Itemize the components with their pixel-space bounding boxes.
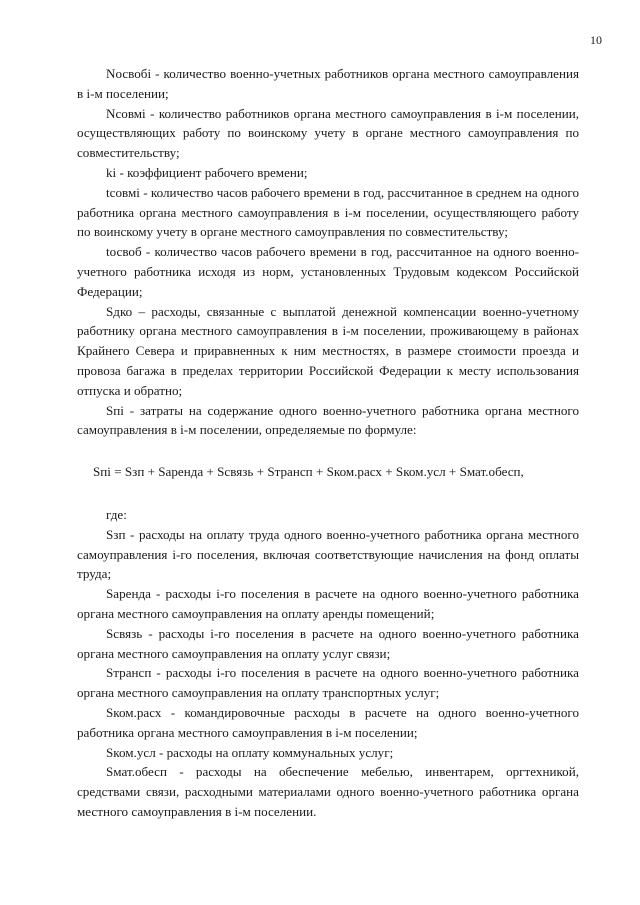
definition-s-svyaz: Sсвязь - расходы i-го поселения в расчете на одного военно-учетного работника органа местного самоуправления на оплату услуг связи; <box>77 625 579 661</box>
page-number: 10 <box>590 33 602 47</box>
definition-s-zp: Sзп - расходы на оплату труда одного военно-учетного работника органа местного самоуправления i-го поселения, включая соответствующие начисления на фонд оплаты труда; <box>77 526 579 582</box>
definition-ki: ki - коэффициент рабочего времени; <box>106 164 308 180</box>
definition-s-transp: Sтрансп - расходы i-го поселения в расчете на одного военно-учетного работника органа местного самоуправления на оплату транспортных услуг; <box>77 665 579 701</box>
definition-n-osvob: Nосвобі - количество военно-учетных работников органа местного самоуправления в i-м поселении; <box>77 66 579 101</box>
definition-t-sovm: tсовмі - количество часов рабочего времени в год, рассчитанное в среднем на одного работника органа местного самоуправления в i-м поселении, осуществляющего работу по воинскому учету в органе местного самоуправления по совместительству; <box>77 184 579 240</box>
definition-s-pi: Sпі - затраты на содержание одного военно-учетного работника органа местного самоуправления в i-м поселении, определяемые по формуле: <box>77 402 579 438</box>
definition-t-osvob: tосвоб - количество часов рабочего времени в год, рассчитанное на одного военно-учетного работника исходя из норм, установленных Трудовым кодексом Российской Федерации; <box>77 244 579 299</box>
definition-s-arenda: Sаренда - расходы i-го поселения в расчете на одного военно-учетного работника органа местного самоуправления на оплату аренды помещений; <box>77 586 579 621</box>
formula-s-pi: Sпі = Sзп + Sаренда + Sсвязь + Sтрансп + Sком.расх + Sком.усл + Sмат.обесп, <box>93 464 524 480</box>
definition-s-mat-obesp: Sмат.обесп - расходы на обеспечение мебелью, инвентарем, оргтехникой, средствами связи, расходными материалами одного военно-учетного работника органа местного самоуправления в i-м поселении. <box>77 764 579 819</box>
definition-s-kom-usl: Sком.усл - расходы на оплату коммунальных услуг; <box>106 744 394 760</box>
definition-s-kom-rash: Sком.расх - командировочные расходы в расчете на одного военно-учетного работника органа местного самоуправления в i-м поселении; <box>77 704 579 740</box>
definition-n-sovm: Nсовмі - количество работников органа местного самоуправления в i-м поселении, осуществляющих работу по воинскому учету в органе местного самоуправления по совместительству; <box>77 105 579 161</box>
where-label: где: <box>106 506 127 522</box>
document-body <box>77 64 579 822</box>
definition-s-dko: Sдко – расходы, связанные с выплатой денежной компенсации военно-учетному работнику органа местного самоуправления в i-м поселении, проживающему в районах Крайнего Севера и приравненных к ним местностях, в размере стоимости проезда и провоза багажа в пределах территории Российской Федерации к месту использования отпуска и обратно; <box>77 303 579 398</box>
